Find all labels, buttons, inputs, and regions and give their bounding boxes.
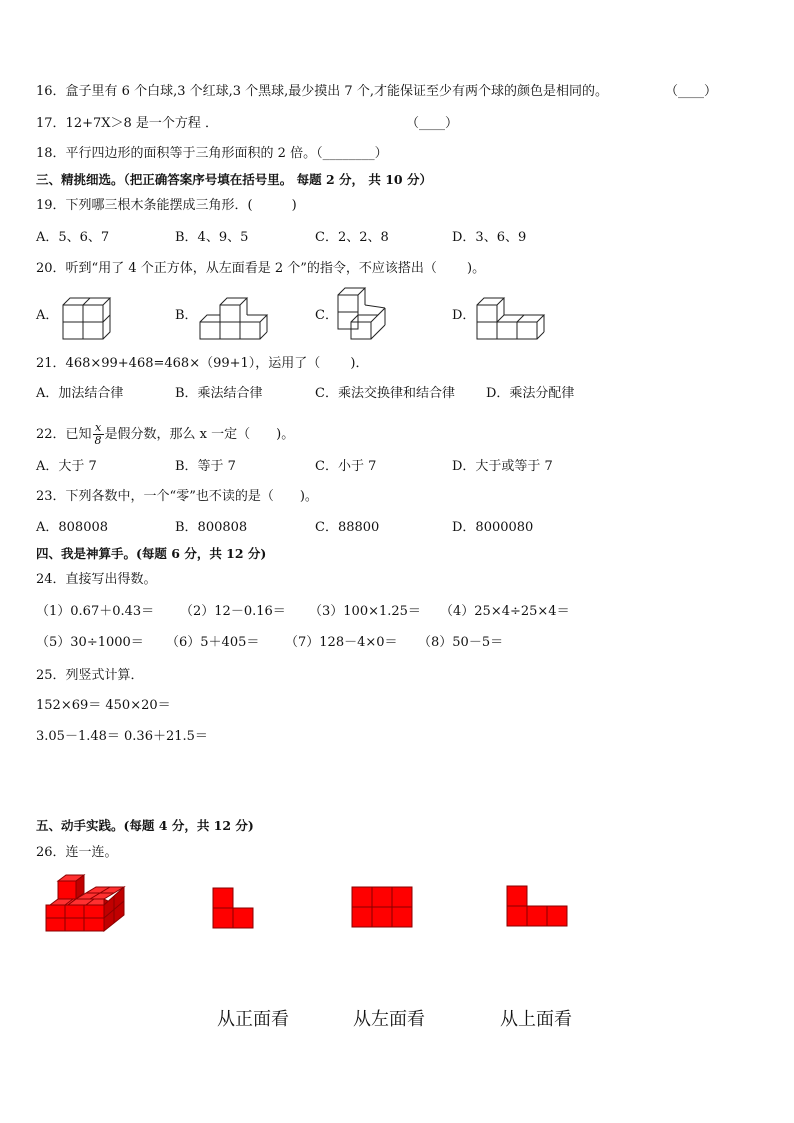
q22-suffix: 是假分数，那么 x 一定（ )。 — [104, 427, 295, 442]
q26-text: 26．连一连。 — [36, 845, 118, 860]
q20-text: 20．听到“用了 4 个正方体，从左面看是 2 个”的指令，不应该搭出（ )。 — [36, 261, 486, 276]
q21-option-d[interactable]: D．乘法分配律 — [486, 386, 575, 401]
section-5-heading: 五、动手实践。(每题 4 分，共 12 分) — [36, 818, 254, 833]
q22-fraction-numerator: x — [93, 422, 104, 435]
q26-view-shape-1 — [212, 887, 256, 929]
q20-option-d[interactable]: D． — [452, 308, 476, 323]
q21-text: 21．468×99+468=468×（99+1），运用了（ )． — [36, 356, 369, 371]
q25-line-2: 3.05－1.48＝ 0.36＋21.5＝ — [36, 729, 208, 744]
q25-text: 25．列竖式计算． — [36, 668, 144, 683]
q24-item-7: （7）128－4×0＝ — [285, 635, 398, 650]
q21-option-a[interactable]: A．加法结合律 — [36, 386, 124, 401]
section-4-heading: 四、我是神算手。(每题 6 分，共 12 分) — [36, 546, 267, 561]
q19-option-a[interactable]: A．5、6、7 — [36, 230, 110, 245]
q18-text: 18．平行四边形的面积等于三角形面积的 2 倍。（________） — [36, 146, 388, 161]
q22-option-a[interactable]: A．大于 7 — [36, 459, 97, 474]
q20-option-b-cubes-figure — [199, 292, 267, 342]
q24-item-6: （6）5＋405＝ — [166, 635, 260, 650]
q22-option-b[interactable]: B．等于 7 — [175, 459, 236, 474]
q16-text: 16．盒子里有 6 个白球,3 个红球,3 个黑球,最少摸出 7 个,才能保证至少有两个球的颜色是相同的。 — [36, 84, 608, 99]
q26-label-top-view[interactable]: 从上面看 — [500, 1009, 572, 1030]
q26-view-shape-2 — [351, 886, 413, 928]
q24-item-2: （2）12－0.16＝ — [180, 604, 286, 619]
q22-option-d[interactable]: D．大于或等于 7 — [452, 459, 553, 474]
q26-label-left-view[interactable]: 从左面看 — [353, 1009, 425, 1030]
q20-option-c[interactable]: C． — [315, 308, 338, 323]
q24-item-3: （3）100×1.25＝ — [309, 604, 421, 619]
q24-item-8: （8）50－5＝ — [418, 635, 504, 650]
q21-option-b[interactable]: B．乘法结合律 — [175, 386, 263, 401]
q22-text — [36, 420, 294, 450]
q16-answer-blank[interactable]: （____） — [665, 84, 718, 99]
q23-text: 23．下列各数中，一个“零”也不读的是（ )。 — [36, 489, 318, 504]
q19-option-b[interactable]: B．4、9、5 — [175, 230, 249, 245]
q21-option-c[interactable]: C．乘法交换律和结合律 — [315, 386, 455, 401]
q20-option-c-cubes-figure — [337, 287, 387, 343]
q19-option-d[interactable]: D．3、6、9 — [452, 230, 527, 245]
q24-item-1: （1）0.67＋0.43＝ — [36, 604, 155, 619]
q23-option-c[interactable]: C．88800 — [315, 520, 380, 535]
q24-item-4: （4）25×4÷25×4＝ — [440, 604, 570, 619]
q23-option-b[interactable]: B．800808 — [175, 520, 248, 535]
q22-fraction — [93, 422, 104, 447]
q22-fraction-denominator: 8 — [94, 434, 102, 447]
q20-option-a[interactable]: A． — [36, 308, 59, 323]
q20-option-d-cubes-figure — [476, 292, 546, 342]
q25-line-1: 152×69＝ 450×20＝ — [36, 698, 171, 713]
q17-answer-blank[interactable]: （____） — [406, 116, 459, 131]
q23-option-a[interactable]: A．808008 — [36, 520, 109, 535]
q23-option-d[interactable]: D．8000080 — [452, 520, 534, 535]
q22-prefix: 22．已知 — [36, 427, 92, 442]
q24-item-5: （5）30÷1000＝ — [36, 635, 144, 650]
q17-text: 17．12+7X＞8 是一个方程 ． — [36, 116, 219, 131]
q20-option-b[interactable]: B． — [175, 308, 198, 323]
q19-option-c[interactable]: C．2、2、8 — [315, 230, 389, 245]
q20-option-a-cubes-figure — [62, 292, 112, 342]
q26-cube-stack-figure — [46, 875, 128, 935]
q26-view-shape-3 — [506, 885, 568, 927]
q26-label-front-view[interactable]: 从正面看 — [217, 1009, 289, 1030]
q24-text: 24．直接写出得数。 — [36, 572, 157, 587]
q22-option-c[interactable]: C．小于 7 — [315, 459, 377, 474]
q19-text: 19．下列哪三根木条能摆成三角形．( ) — [36, 198, 297, 213]
section-3-heading: 三、精挑细选。（把正确答案序号填在括号里。 每题 2 分， 共 10 分） — [36, 172, 432, 187]
